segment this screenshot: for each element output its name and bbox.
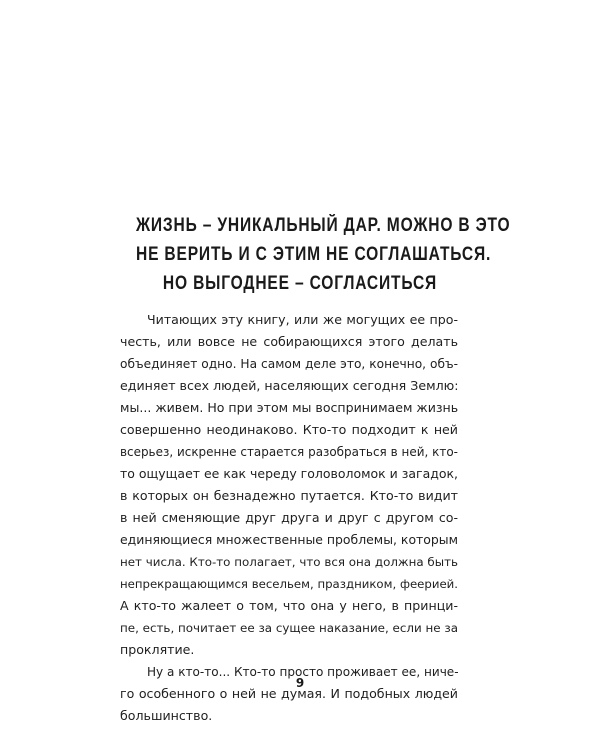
paragraph-1-line-13: непрекращающимся весельем, праздником, феерией. (120, 577, 458, 591)
paragraph-1-line-2: честь, или вовсе не собирающихся этого делать (120, 334, 458, 349)
paragraph-1-line-9: в которых он безнадежно путается. Кто-то видит (120, 488, 458, 503)
paragraph-1-line-12: нет числа. Кто-то полагает, что вся она должна быть (120, 555, 458, 569)
paragraph-1-line-6: совершенно неодинаково. Кто-то подходит к ней (120, 422, 458, 437)
paragraph-2-line-1: Ну а кто-то... Кто-то просто проживает ее, ниче- (147, 665, 459, 679)
heading-line-2: НЕ ВЕРИТЬ И С ЭТИМ НЕ СОГЛАШАТЬСЯ. (136, 244, 492, 265)
paragraph-1-line-3: объединяет одно. На самом деле это, конечно, объ- (120, 357, 458, 371)
heading-line-1: ЖИЗНЬ – УНИКАЛЬНЫЙ ДАР. МОЖНО В ЭТО (136, 215, 511, 236)
paragraph-1-line-1: Читающих эту книгу, или же могущих ее про- (147, 312, 458, 327)
paragraph-1-line-10: в ней сменяющие друг друга и друг с другом со- (120, 510, 458, 525)
page-number: 9 (295, 676, 305, 690)
paragraph-1-line-7: всерьез, искренне старается разобраться в ней, кто- (120, 445, 458, 459)
paragraph-1-line-8: то ощущает ее как череду головоломок и загадок, (120, 466, 459, 481)
chapter-heading (136, 211, 511, 298)
paragraph-2-line-2: го особенного о ней не думая. И подобных людей (120, 686, 458, 701)
paragraph-1-line-16: проклятие. (120, 642, 195, 657)
heading-line-3: НО ВЫГОДНЕЕ – СОГЛАСИТЬСЯ (162, 273, 438, 294)
body-text (120, 309, 458, 727)
paragraph-2-line-3: большинство. (120, 708, 213, 723)
paragraph-1-line-14: А кто-то жалеет о том, что она у него, в принци- (120, 598, 458, 613)
paragraph-1-line-4: единяет всех людей, населяющих сегодня Землю: (120, 378, 459, 393)
paragraph-1-line-15: пе, есть, почитает ее за сущее наказание, если не за (120, 621, 458, 635)
paragraph-1-line-11: единяющиеся множественные проблемы, которым (120, 532, 458, 547)
paragraph-1-line-5: мы... живем. Но при этом мы воспринимаем жизнь (120, 400, 459, 415)
